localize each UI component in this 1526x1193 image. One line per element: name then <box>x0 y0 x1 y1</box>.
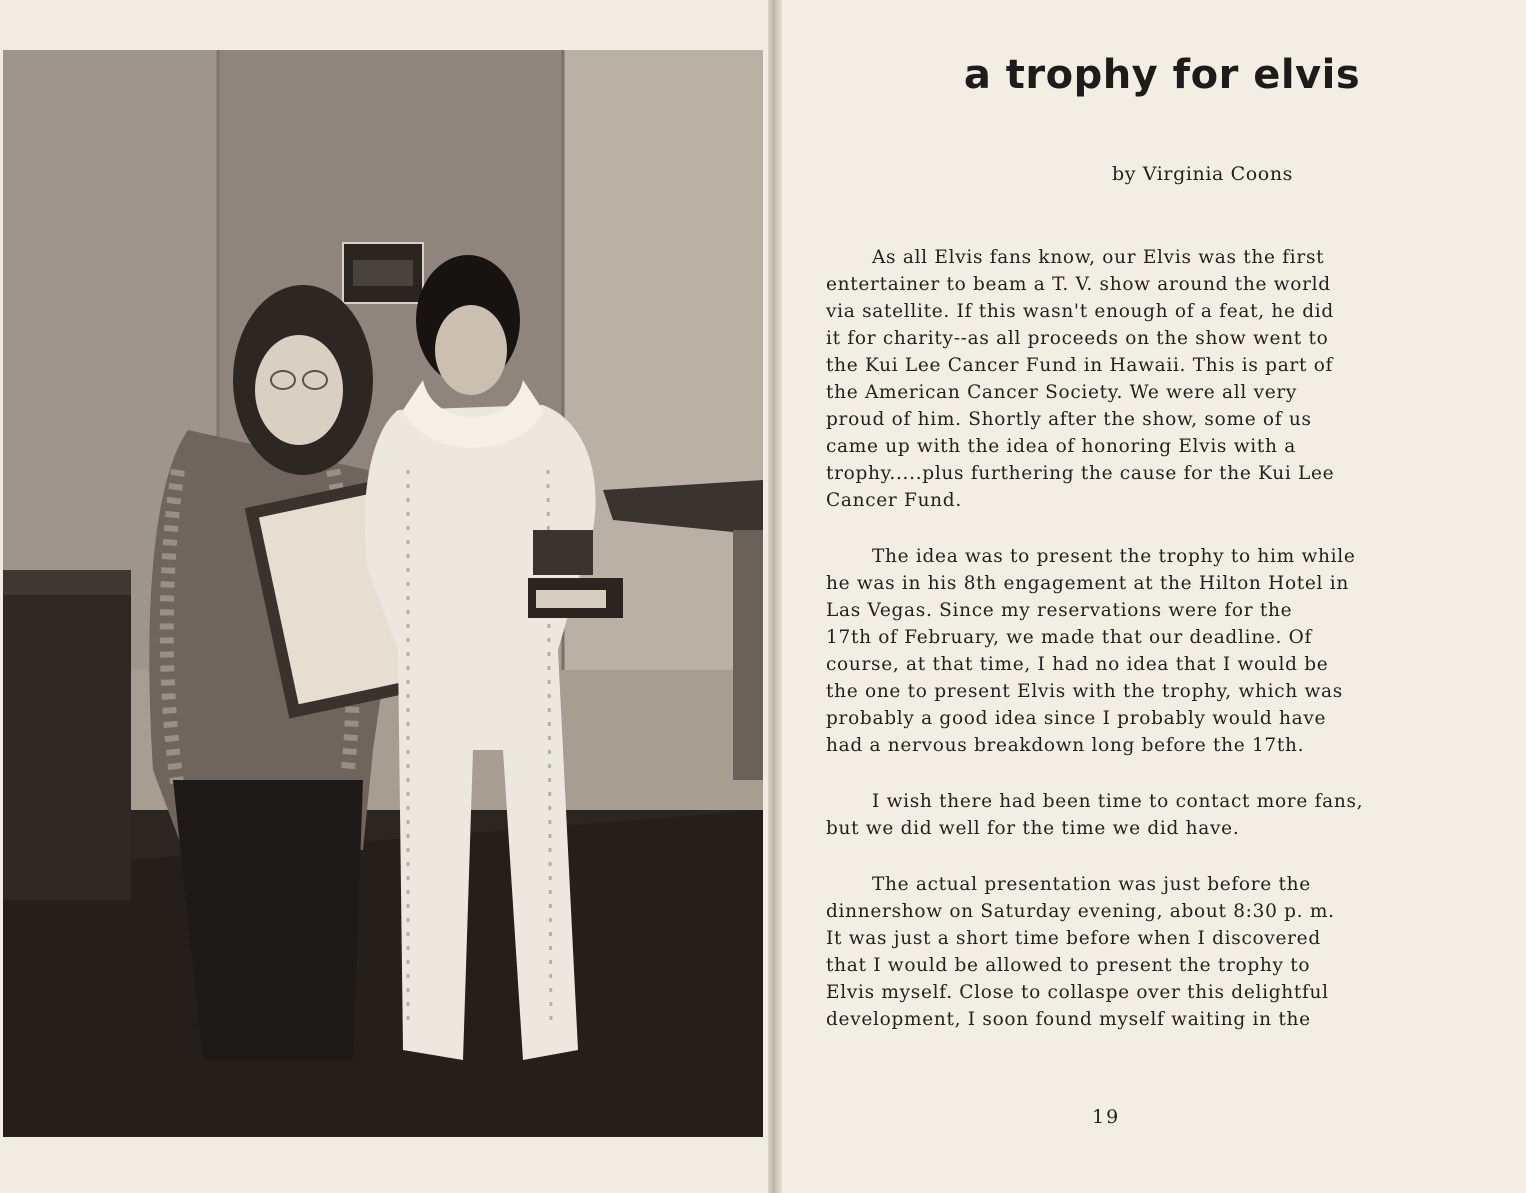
body-paragraph: I wish there had been time to contact more fans, but we did well for the time we did have. <box>826 791 1364 839</box>
right-page <box>782 0 1526 1193</box>
body-paragraph: As all Elvis fans know, our Elvis was the first entertainer to beam a T. V. show around the world via satellite. If this wasn't enough of a feat, he did it for charity--as all proceeds on the show went to the Kui Lee Cancer Fund in Hawaii. This is part of the American Cancer Society. We were all very proud of him. Shortly after the show, some of us came up with the idea of honoring Elvis with a trophy.....plus furthering the cause for the Kui Lee Cancer Fund. <box>826 247 1335 511</box>
photo-illustration <box>3 50 763 1137</box>
article-title: a trophy for elvis <box>963 52 1361 98</box>
article-body <box>826 244 1466 1062</box>
page-number: 19 <box>1092 1106 1121 1128</box>
article-byline: by Virginia Coons <box>1112 163 1294 185</box>
body-paragraph: The idea was to present the trophy to him while he was in his 8th engagement at the Hilton Hotel in Las Vegas. Since my reservations were for the 17th of February, we made that our deadline. Of course, at that time, I had no idea that I would be the one to present Elvis with the trophy, which was probably a good idea since I probably would have had a nervous breakdown long before the 17th. <box>826 546 1356 756</box>
page-gutter <box>768 0 782 1193</box>
black-and-white-photograph <box>3 50 763 1137</box>
body-paragraph: The actual presentation was just before the dinnershow on Saturday evening, about 8:30 p. m. It was just a short time before when I discovered that I would be allowed to present the trophy to Elvis myself. Close to collaspe over this delightful development, I soon found myself waiting in the <box>826 874 1335 1030</box>
